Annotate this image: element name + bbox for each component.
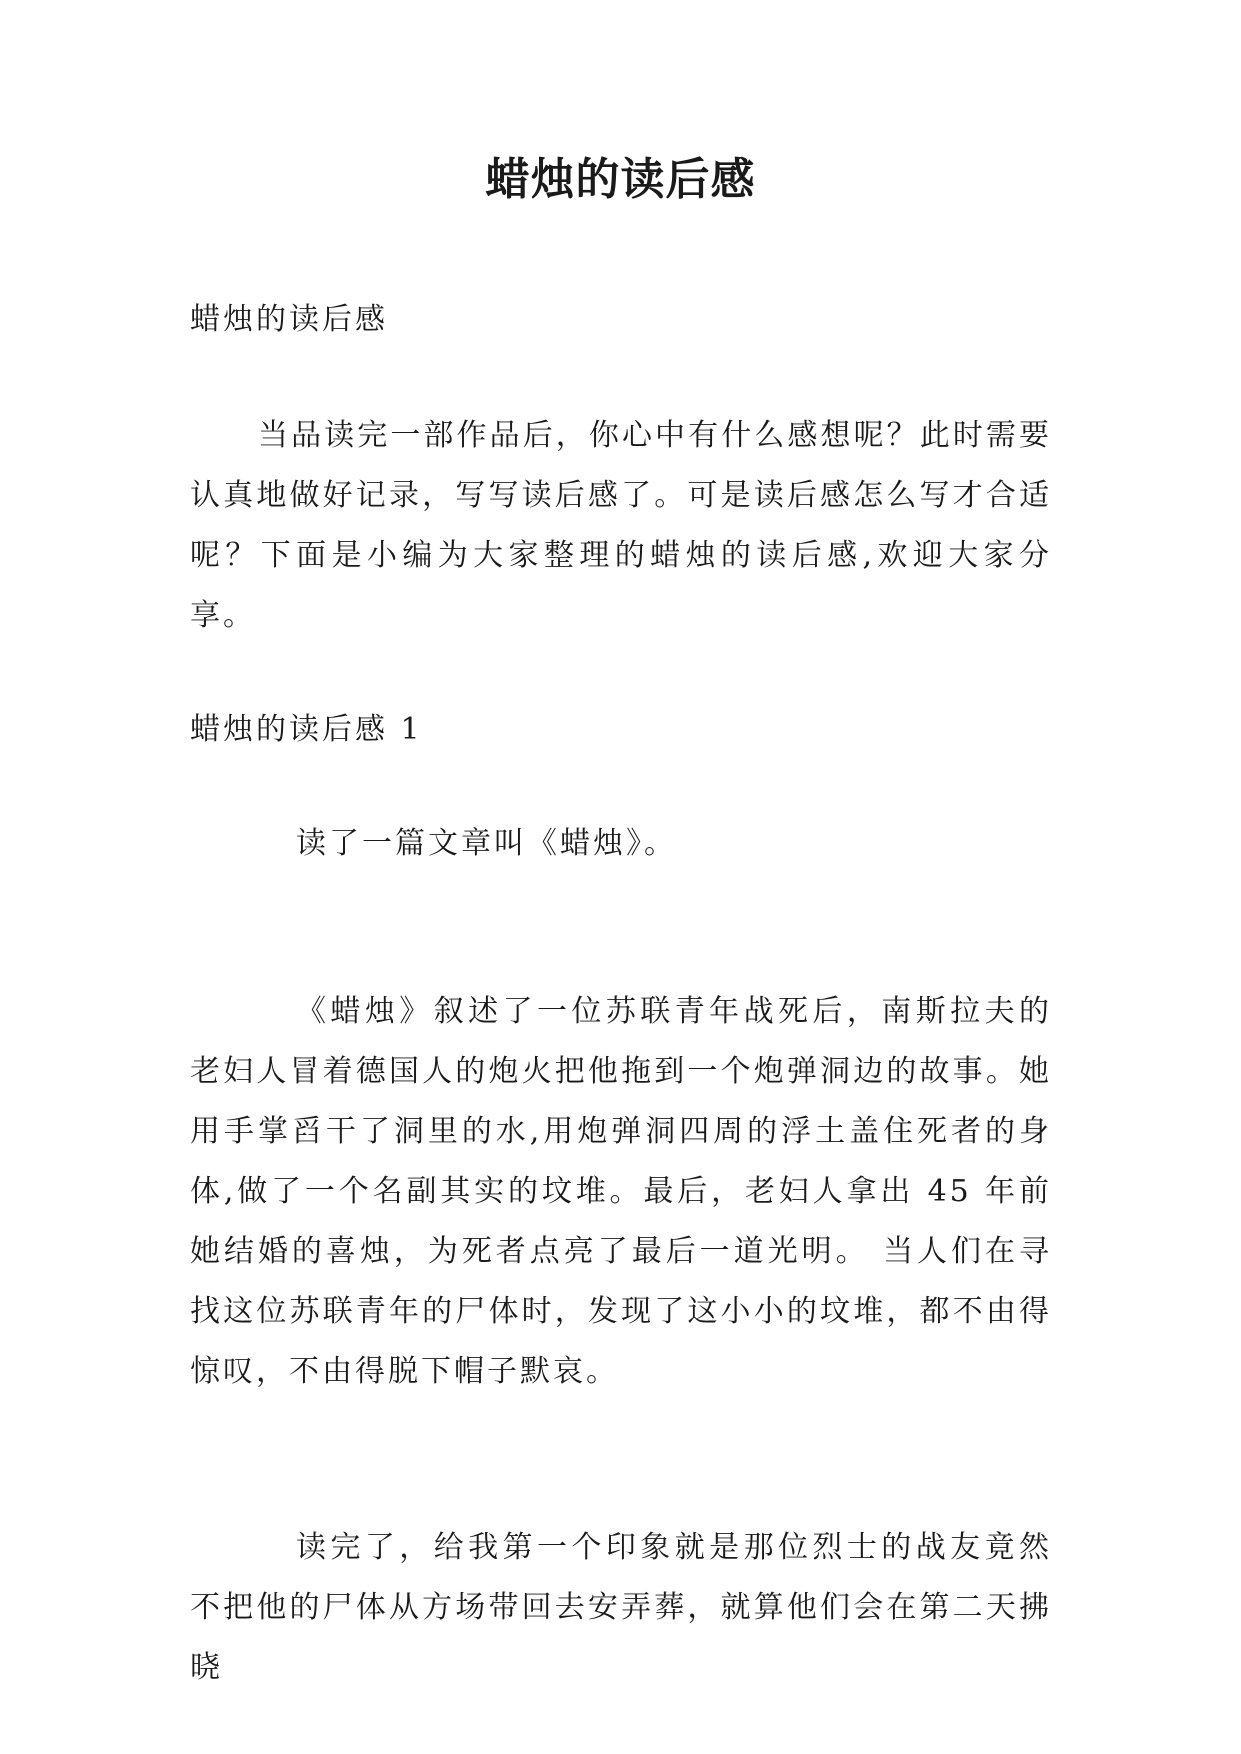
intro-paragraph: 当品读完一部作品后，你心中有什么感想呢？此时需要认真地做好记录，写写读后感了。可是读后感怎么写才合适呢？下面是小编为大家整理的蜡烛的读后感,欢迎大家分享。 [190,418,1052,633]
body-paragraph-3: 读完了，给我第一个印象就是那位烈士的战友竟然不把他的尸体从方场带回去安弄葬，就算他们会在第二天拂晓 [190,1530,1052,1685]
body-paragraph-1: 读了一篇文章叫《蜡烛》。 [296,826,677,861]
document-body [190,290,1052,1698]
body-paragraph-2: 《蜡烛》叙述了一位苏联青年战死后，南斯拉夫的老妇人冒着德国人的炮火把他拖到一个炮弹洞边的故事。她用手掌舀干了洞里的水,用炮弹洞四周的浮土盖住死者的身体,做了一个名副其实的坟堆。最后，老妇人拿出 45 年前她结婚的喜烛，为死者点亮了最后一道光明。 当人们在寻找这位苏联青年的尸体时，发现了这小小的坟堆，都不由得惊叹，不由得脱下帽子默哀。 [190,994,1052,1389]
document-title: 蜡烛的读后感 [485,154,756,205]
section-heading: 蜡烛的读后感 1 [190,712,423,747]
document-subtitle: 蜡烛的读后感 [190,302,388,337]
